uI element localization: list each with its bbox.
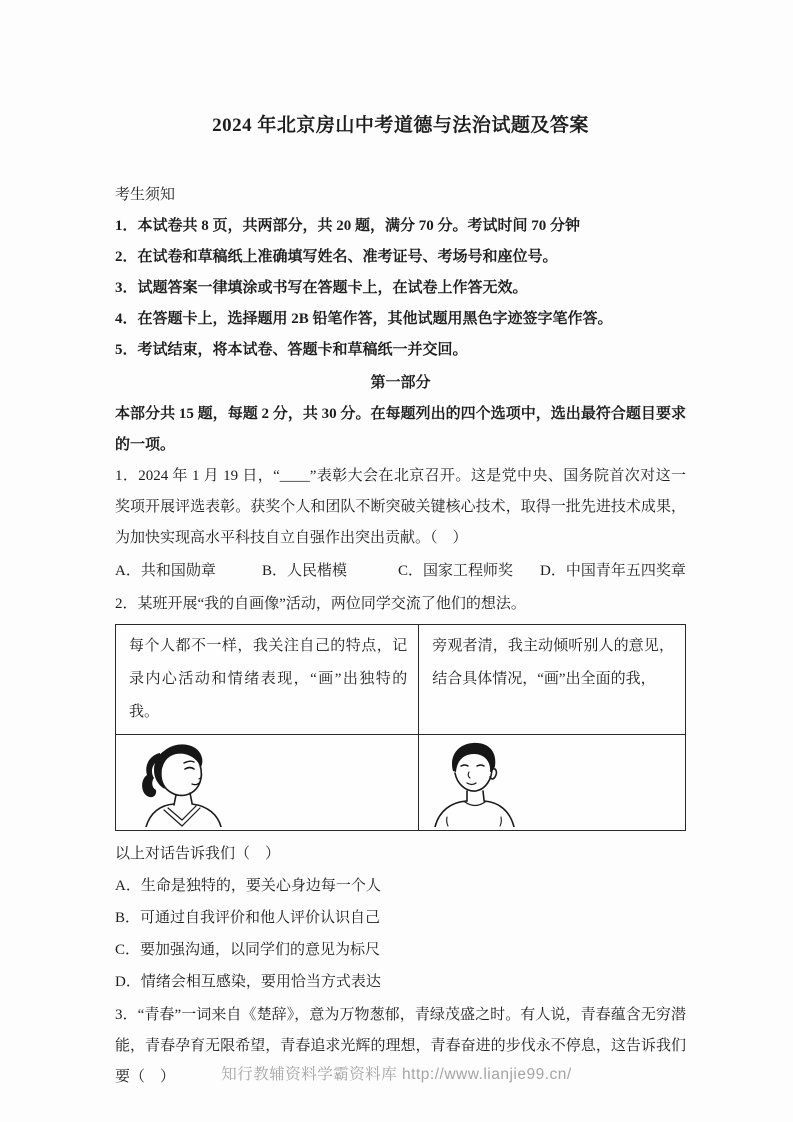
girl-portrait-sketch (124, 815, 232, 831)
part1-intro: 本部分共 15 题，每题 2 分，共 30 分。在每题列出的四个选项中，选出最符合题目要求的一项。 (115, 406, 686, 453)
page-title: 2024 年北京房山中考道德与法治试题及答案 (212, 115, 589, 136)
question-1-options (115, 556, 686, 587)
q1-option-b: B．人民楷模 (262, 563, 348, 579)
q1-option-a: A．共和国勋章 (115, 563, 216, 579)
notice-item-3: 3．试题答案一律填涂或书写在答题卡上，在试卷上作答无效。 (115, 280, 528, 296)
q2-option-a: A．生命是独特的，要关心身边每一个人 (115, 878, 381, 894)
q2-option-b: B．可通过自我评价和他人评价认识自己 (115, 910, 381, 926)
notice-item-4: 4．在答题卡上，选择题用 2B 铅笔作答，其他试题用黑色字迹签字笔作答。 (115, 311, 613, 327)
q2-option-d: D．情绪会相互感染，要用恰当方式表达 (115, 974, 381, 990)
notice-item-1: 1．本试卷共 8 页，共两部分，共 20 题，满分 70 分。考试时间 70 分钟 (115, 218, 581, 234)
table-cell-right-text: 旁观者清，我主动倾听别人的意见，结合具体情况，“画”出全面的我， (419, 625, 685, 735)
question-2-table (115, 624, 686, 831)
boy-portrait-sketch (427, 815, 519, 831)
notice-heading: 考生须知 (115, 187, 176, 203)
notice-item-2: 2．在试卷和草稿纸上准确填写姓名、准考证号、考场号和座位号。 (115, 249, 558, 265)
question-1-text: 1．2024 年 1 月 19 日，“____”表彰大会在北京召开。这是党中央、国务院首次对这一奖项开展评选表彰。获奖个人和团队不断突破关键核心技术，取得一批先进技术成果，为加快实现高水平科技自立自强作出突出贡献。（ ） (115, 468, 686, 546)
question-2-stem: 以上对话告诉我们（ ） (115, 846, 281, 862)
table-cell-right-image (419, 735, 685, 830)
part1-heading: 第一部分 (370, 375, 431, 391)
table-cell-left-image (116, 735, 419, 830)
q1-option-c: C．国家工程师奖 (398, 563, 514, 579)
q2-option-c: C．要加强沟通，以同学们的意见为标尺 (115, 942, 381, 958)
table-cell-left-text: 每个人都不一样，我关注自己的特点，记录内心活动和情绪表现，“画”出独特的我。 (116, 625, 419, 735)
site-watermark: 知行教辅资料学霸资料库 http://www.lianjie99.cn/ (221, 1066, 572, 1083)
notice-item-5: 5．考试结束，将本试卷、答题卡和草稿纸一并交回。 (115, 342, 468, 358)
question-3-text: 3．“青春”一词来自《楚辞》，意为万物葱郁，青绿茂盛之时。有人说，青春蕴含无穷潜能，青春孕育无限希望，青春追求光辉的理想，青春奋进的步伐永不停息，这告诉我们要（ ） (115, 1007, 686, 1085)
question-2-text: 2．某班开展“我的自画像”活动，两位同学交流了他们的想法。 (115, 596, 526, 612)
q1-option-d: D．中国青年五四奖章 (540, 563, 686, 579)
